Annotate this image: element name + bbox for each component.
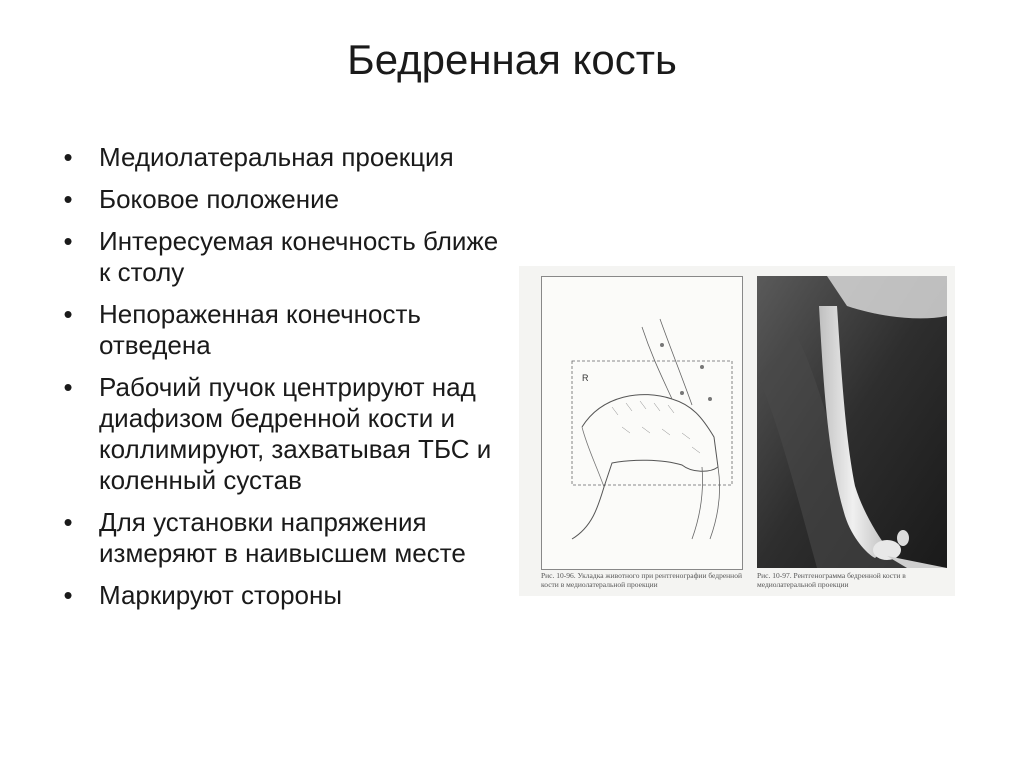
bullet-text: Медиолатеральная проекция — [99, 142, 454, 172]
list-item — [58, 226, 508, 288]
bullet-dot: • — [63, 580, 73, 610]
bullet-dot: • — [63, 507, 73, 537]
body-outline-2 — [660, 319, 692, 405]
bullet-text: Для установки напряжения измеряют в наивысшем месте — [99, 507, 466, 568]
bullet-dot: • — [63, 184, 73, 214]
list-item — [58, 372, 508, 496]
leg-lower — [692, 467, 703, 539]
bullet-dot: • — [63, 142, 73, 172]
bullet-dot: • — [63, 372, 73, 402]
landmark-dot — [700, 365, 704, 369]
thigh-outline — [572, 395, 718, 539]
list-item — [58, 507, 508, 569]
landmark-dot — [708, 397, 712, 401]
bullet-list — [58, 142, 508, 622]
list-item — [58, 184, 508, 215]
landmark-dot — [680, 391, 684, 395]
positioning-sketch — [542, 277, 742, 569]
femur-radiograph — [757, 276, 947, 568]
bullet-dot: • — [63, 299, 73, 329]
radiograph-image — [757, 276, 947, 568]
positioning-drawing — [541, 276, 743, 570]
bullet-text: Боковое положение — [99, 184, 340, 214]
body-outline — [642, 327, 672, 399]
figure-panel — [519, 266, 955, 596]
fur-strokes — [612, 401, 700, 453]
leg-lower-2 — [710, 467, 720, 539]
bullet-text: Интересуемая конечность ближе к столу — [99, 226, 499, 287]
right-figure-caption: Рис. 10-97. Рентгенограмма бедренной кости в медиолатеральной проекции — [757, 571, 906, 589]
side-marker: R — [582, 373, 589, 383]
list-item — [58, 580, 508, 611]
bullet-dot: • — [63, 226, 73, 256]
list-item — [58, 299, 508, 361]
bullet-text: Рабочий пучок центрируют над диафизом бедренной кости и коллимируют, захватывая ТБС и коленный сустав — [99, 372, 492, 495]
left-figure-caption: Рис. 10-96. Укладка животного при рентгенографии бедренной кости в медиолатеральной проекции — [541, 571, 742, 589]
landmark-dot — [660, 343, 664, 347]
bullet-text: Маркируют стороны — [99, 580, 343, 610]
bullet-text: Непораженная конечность отведена — [99, 299, 421, 360]
femoral-condyle — [873, 540, 901, 560]
list-item — [58, 142, 508, 173]
thigh-inner — [582, 427, 604, 487]
patella — [897, 530, 909, 546]
slide-title: Бедренная кость — [347, 36, 677, 83]
